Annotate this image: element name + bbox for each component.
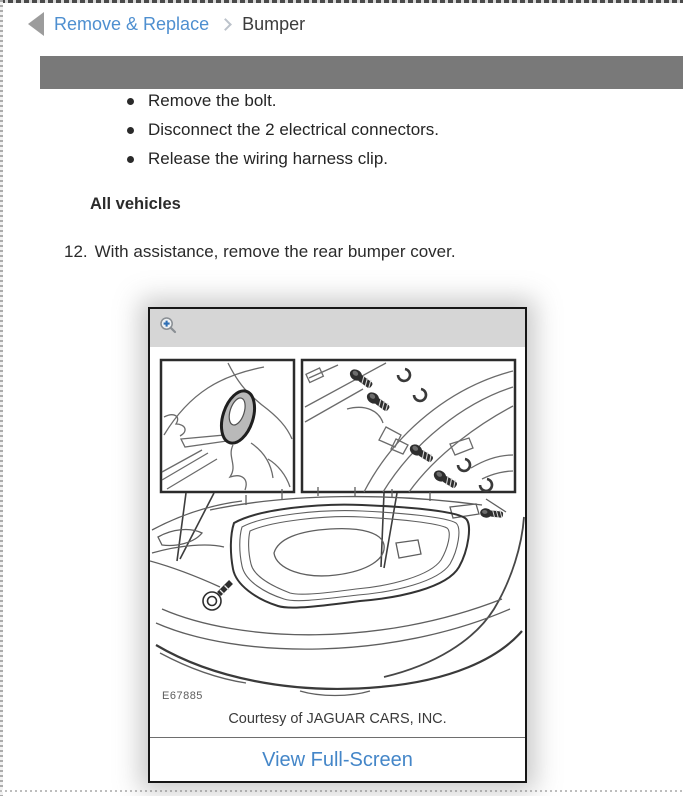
section-heading: All vehicles	[90, 195, 181, 213]
figure-caption: Courtesy of JAGUAR CARS, INC.	[228, 711, 447, 727]
bullet-text: Release the wiring harness clip.	[148, 149, 389, 168]
bullet-icon	[127, 156, 134, 163]
back-arrow-icon[interactable]	[28, 12, 44, 36]
figure-reference-code: E67885	[162, 690, 203, 702]
page-edge-top	[0, 0, 683, 3]
screw-icon	[480, 508, 504, 520]
inset-grommet-detail	[161, 360, 294, 492]
step-item	[64, 242, 456, 262]
step-number: 12.	[64, 242, 88, 261]
figure-toolbar	[150, 309, 525, 347]
bullet-text: Remove the bolt.	[148, 91, 277, 110]
chevron-right-icon	[219, 18, 232, 31]
breadcrumb-current-bumper: Bumper	[242, 13, 306, 34]
bullet-list	[148, 90, 439, 177]
breadcrumb	[28, 12, 305, 36]
list-item	[148, 90, 439, 119]
zoom-in-icon[interactable]	[159, 316, 178, 335]
technical-illustration	[150, 347, 525, 707]
section-divider-bar	[40, 56, 683, 89]
bullet-icon	[127, 98, 134, 105]
breadcrumb-link-remove-replace[interactable]: Remove & Replace	[54, 13, 210, 34]
figure-footer	[150, 737, 525, 783]
list-item	[148, 119, 439, 148]
list-item	[148, 148, 439, 177]
view-fullscreen-link[interactable]: View Full-Screen	[262, 749, 413, 771]
inset-screws-detail	[302, 360, 515, 492]
step-text: With assistance, remove the rear bumper cover.	[94, 242, 456, 261]
car-rear-drawing	[150, 487, 524, 696]
bullet-text: Disconnect the 2 electrical connectors.	[148, 120, 440, 139]
figure-panel	[148, 307, 527, 783]
page-edge-bottom	[0, 790, 683, 792]
page-edge-left	[0, 0, 3, 796]
bullet-icon	[127, 127, 134, 134]
